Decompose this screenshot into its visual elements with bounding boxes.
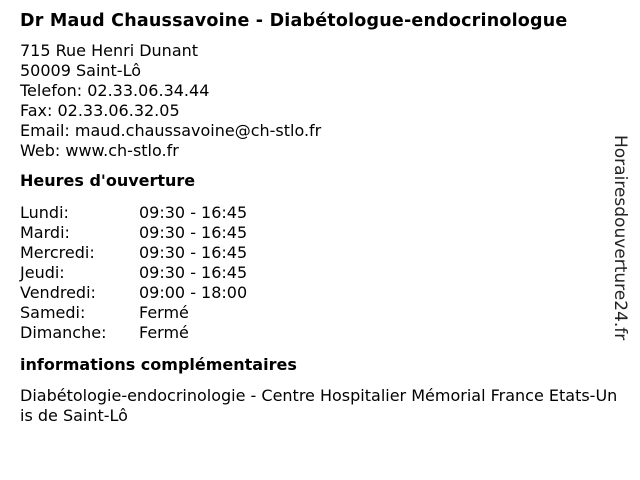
time-value: 09:00 - 18:00 bbox=[139, 283, 248, 302]
hours-heading: Heures d'ouverture bbox=[20, 171, 196, 190]
time-value: 09:30 - 16:45 bbox=[139, 203, 248, 222]
hours-row-wednesday bbox=[20, 243, 620, 263]
hours-table bbox=[20, 203, 620, 343]
hours-row-sunday bbox=[20, 323, 620, 343]
site-watermark: Horairesdouverture24.fr bbox=[610, 135, 630, 341]
day-label: Dimanche: bbox=[20, 323, 107, 342]
hours-row-tuesday bbox=[20, 223, 620, 243]
web-line[interactable]: Web: www.ch-stlo.fr bbox=[20, 141, 179, 160]
info-heading: informations complémentaires bbox=[20, 355, 297, 374]
time-value: 09:30 - 16:45 bbox=[139, 243, 248, 262]
day-label: Mercredi: bbox=[20, 243, 95, 262]
day-label: Mardi: bbox=[20, 223, 70, 242]
info-text: Diabétologie-endocrinologie - Centre Hospitalier Mémorial France Etats-Unis de Saint-Lô bbox=[20, 386, 618, 425]
fax-line: Fax: 02.33.06.32.05 bbox=[20, 101, 180, 120]
time-value: 09:30 - 16:45 bbox=[139, 263, 248, 282]
hours-row-thursday bbox=[20, 263, 620, 283]
listing-card bbox=[20, 10, 620, 426]
day-label: Lundi: bbox=[20, 203, 69, 222]
time-value: 09:30 - 16:45 bbox=[139, 223, 248, 242]
hours-row-saturday bbox=[20, 303, 620, 323]
address-block bbox=[20, 41, 620, 161]
street-address: 715 Rue Henri Dunant bbox=[20, 41, 199, 60]
hours-row-monday bbox=[20, 203, 620, 223]
day-label: Samedi: bbox=[20, 303, 86, 322]
time-value: Fermé bbox=[139, 323, 189, 342]
hours-row-friday bbox=[20, 283, 620, 303]
phone-line[interactable]: Telefon: 02.33.06.34.44 bbox=[20, 81, 210, 100]
day-label: Jeudi: bbox=[20, 263, 65, 282]
time-value: Fermé bbox=[139, 303, 189, 322]
city-line: 50009 Saint-Lô bbox=[20, 61, 141, 80]
page-title: Dr Maud Chaussavoine - Diabétologue-endocrinologue bbox=[20, 11, 568, 31]
email-line[interactable]: Email: maud.chaussavoine@ch-stlo.fr bbox=[20, 121, 322, 140]
day-label: Vendredi: bbox=[20, 283, 96, 302]
